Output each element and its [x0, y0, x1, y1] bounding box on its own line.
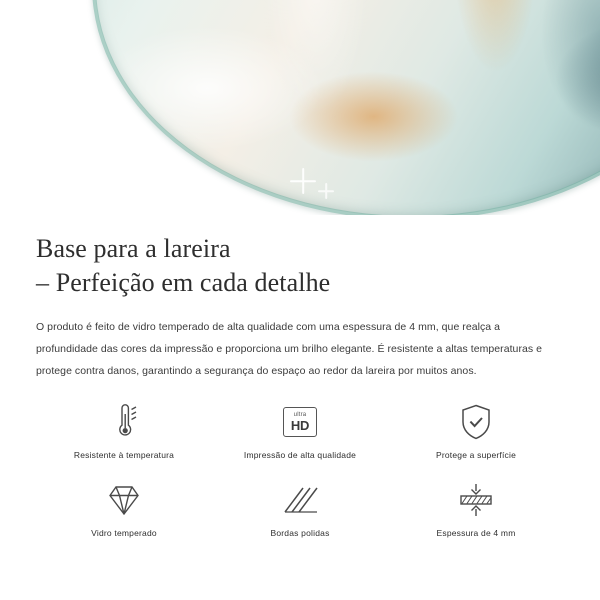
headline-line-2: – Perfeição em cada detalhe: [36, 268, 331, 298]
feature-label: Impressão de alta qualidade: [243, 450, 357, 460]
headline-line-1: Base para a lareira: [36, 234, 231, 263]
ultra-hd-icon: [283, 400, 317, 444]
diamond-icon: [104, 478, 144, 522]
feature-item-surface-protection: [388, 400, 564, 478]
text-block: [0, 215, 600, 382]
feature-label: Vidro temperado: [91, 528, 157, 538]
shield-check-icon: [458, 400, 494, 444]
feature-grid: [36, 400, 564, 556]
feature-item-thickness: [388, 478, 564, 556]
feature-label: Espessura de 4 mm: [436, 528, 516, 538]
thermometer-icon: [109, 400, 139, 444]
feature-item-polished-edges: [212, 478, 388, 556]
polished-edges-icon: [281, 478, 319, 522]
description-paragraph: O produto é feito de vidro temperado de alta qualidade com uma espessura de 4 mm, que realça a profundidade das cores da impressão e proporciona um brilho elegante. É resistente a altas temperaturas e protege contra danos, garantindo a segurança do espaço ao redor da lareira por muitos anos.: [36, 321, 543, 378]
feature-item-tempered-glass: [36, 478, 212, 556]
feature-label: Resistente à temperatura: [73, 450, 175, 460]
thickness-4mm-icon: [455, 478, 497, 522]
feature-label: Bordas polidas: [270, 528, 330, 538]
page-title: [0, 215, 600, 300]
glass-plate-graphic: [92, 0, 600, 215]
hero-image: [0, 0, 600, 215]
feature-label: Protege a superfície: [435, 450, 517, 460]
feature-item-temperature: [36, 400, 212, 478]
feature-item-print-quality: [212, 400, 388, 478]
ultra-hd-badge-main: HD: [290, 418, 310, 433]
ultra-hd-badge-top: ultra: [293, 412, 307, 418]
